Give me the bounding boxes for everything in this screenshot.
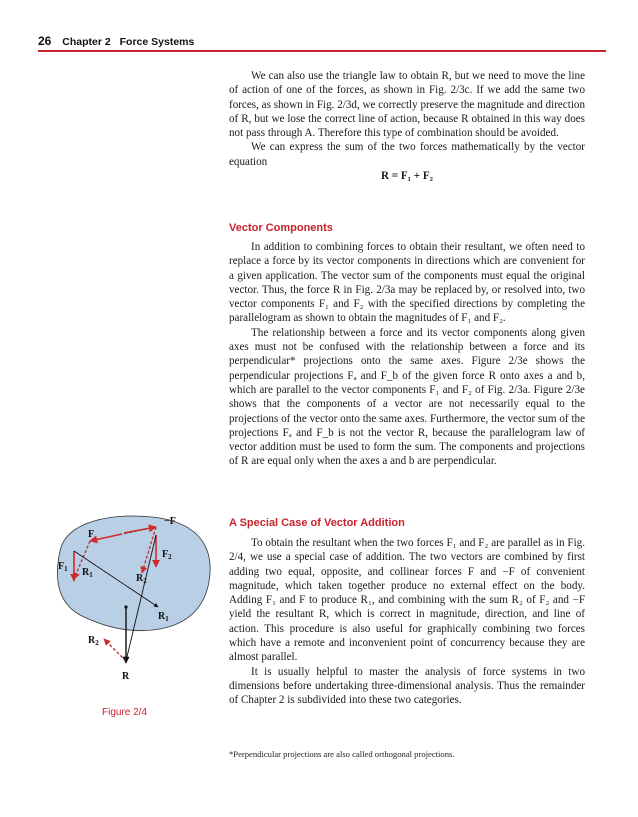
page-number: 26 (38, 34, 52, 48)
section-heading-vector-components: Vector Components (229, 222, 333, 234)
label-F1: $F_1$ (58, 561, 68, 573)
chapter-label: Chapter 2 (62, 36, 111, 48)
rigid-body-blob (57, 516, 210, 631)
label-F2: $F_2$ (162, 549, 172, 561)
intro-paragraph-2: We can express the sum of the two forces mathematically by the vector equation (229, 141, 585, 168)
section-heading-special-case: A Special Case of Vector Addition (229, 517, 405, 529)
label-R2: $R_2$ (136, 573, 147, 585)
vector-components-paragraph-1: In addition to combining forces to obtain their resultant, we often need to replace a force by its vector components in directions which are convenient for a given application. The vector sum of the components must equal the original vector. Thus, the force R in Fig. 2/3a may be replaced by, or resolved into, two vector components F₁ and F₂ with the specified directions by completing the parallelogram as shown to obtain the magnitudes of F₁ and F₂. (229, 241, 585, 325)
intersection-point (124, 605, 127, 608)
figure-caption: Figure 2/4 (102, 707, 148, 718)
intro-paragraph-1: We can also use the triangle law to obtain R, but we need to move the line of action of one of the forces, as shown in Fig. 2/3c. If we add the same two forces, as shown in Fig. 2/3d, we correctly preserve the magnitude and direction of R, but we lose the correct line of action, because R obtained in this way does not pass through A. Therefore this type of combination should be avoided. (229, 70, 585, 140)
special-case-text (229, 536, 585, 708)
intro-text (229, 69, 585, 183)
label-R: R (122, 671, 130, 682)
dashed-R1-copy (104, 639, 126, 661)
vector-equation: R = F₁ + F₂ (381, 170, 433, 183)
label-negF: −F (164, 516, 176, 527)
figure-2-4 (52, 511, 216, 697)
label-F: F (88, 529, 95, 540)
special-case-paragraph-1: To obtain the resultant when the two forces F₁ and F₂ are parallel as in Fig. 2/4, we use a special case of addition. The two vectors are combined by first adding two equal, opposite, and collinear forces F and −F of convenient magnitude, which taken together produce no external effect on the body. Adding F₁ and F to produce R₁, and combining with the sum R₂ of F₂ and −F yield the resultant R, which is correct in magnitude, direction, and line of action. This procedure is also useful for graphically combining two forces which have a remote and inconvenient point of concurrency because they are almost parallel. (229, 537, 585, 664)
vector-components-text (229, 240, 585, 469)
label-R2-outer: $R_2$ (88, 635, 99, 647)
label-R1: $R_1$ (82, 567, 93, 579)
special-case-paragraph-2: It is usually helpful to master the analysis of force systems in two dimensions before undertaking three-dimensional analysis. Thus the remainder of Chapter 2 is subdivided into these two categories. (229, 665, 585, 707)
vector-components-paragraph-2: The relationship between a force and its vector components along given axes must not be confused with the relationship between a force and its perpendicular* projections onto the same axes. Figure 2/3e shows the perpendicular projections Fₐ and F_b of the given force R onto axes a and b, which are parallel to the vector components F₁ and F₂ of Fig. 2/3a. Figure 2/3e shows that the components of a vector are not necessarily equal to the projections of the vector onto the same axes. Furthermore, the vector sum of the projections Fₐ and F_b is not the vector R, because the parallelogram law of vector addition must be used to form the sum. The components and projections of R are equal only when the axes a and b are perpendicular. (229, 326, 585, 468)
page-header (38, 34, 606, 48)
header-rule (38, 50, 606, 52)
label-R1-outer: $R_1$ (158, 611, 169, 623)
chapter-title: Force Systems (119, 36, 195, 48)
footnote: *Perpendicular projections are also called orthogonal projections. (229, 749, 455, 759)
